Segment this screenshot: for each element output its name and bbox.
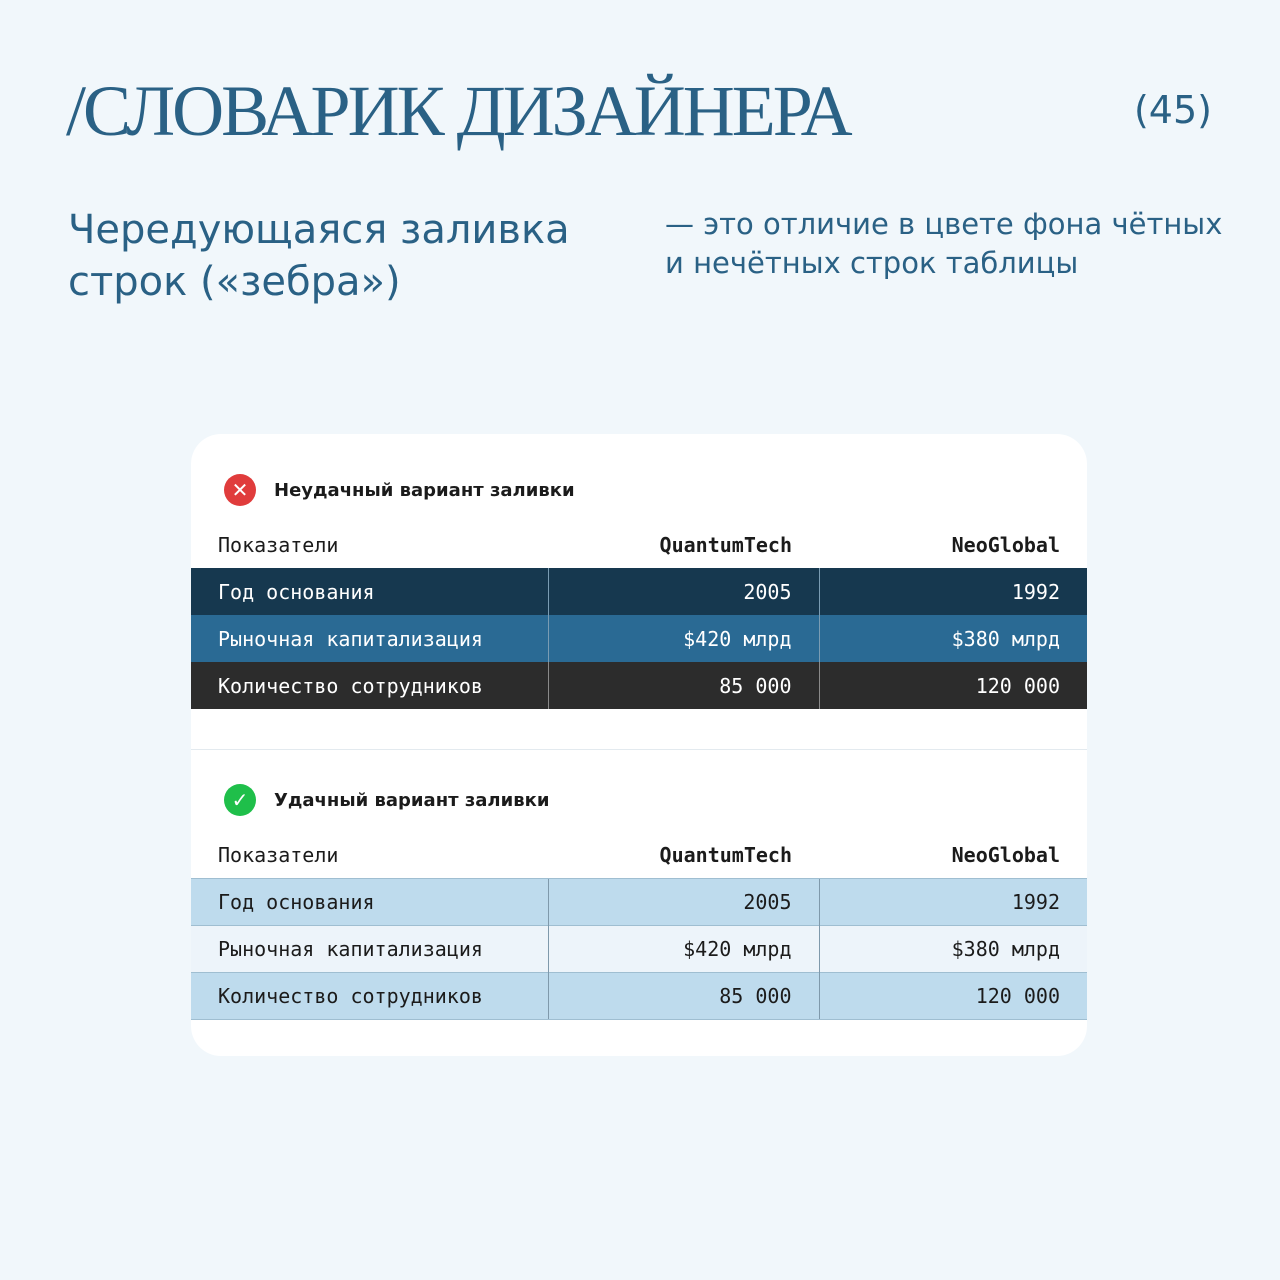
row-label: Год основания (191, 878, 548, 925)
bad-example-table (191, 522, 1087, 709)
cell-value: 120 000 (819, 662, 1087, 709)
table-row (191, 662, 1087, 709)
table-row (191, 615, 1087, 662)
table-header-row (191, 832, 1087, 878)
caption-text: Удачный вариант заливки (274, 789, 550, 811)
cell-value: 1992 (819, 878, 1087, 925)
term-title: Чередующаяся заливка строк («зебра») (68, 207, 570, 305)
caption-text: Неудачный вариант заливки (274, 479, 575, 501)
cell-value: $420 млрд (548, 925, 819, 972)
column-header-neoglobal: NeoGlobal (951, 533, 1060, 557)
term-definition: — это отличие в цвете фона чётных и нечётных строк таблицы (665, 207, 1223, 280)
cell-value: 2005 (548, 878, 819, 925)
row-label: Год основания (191, 568, 548, 615)
row-label: Количество сотрудников (191, 662, 548, 709)
cell-value: 2005 (548, 568, 819, 615)
row-label: Количество сотрудников (191, 972, 548, 1019)
good-example-table (191, 832, 1087, 1020)
series-title: /СЛОВАРИК ДИЗАЙНЕРА (66, 71, 850, 151)
issue-number: (45) (1133, 88, 1212, 132)
cell-value: $380 млрд (819, 925, 1087, 972)
table-row (191, 878, 1087, 925)
bad-example-caption (224, 474, 575, 506)
cell-value: $420 млрд (548, 615, 819, 662)
row-label: Рыночная капитализация (191, 925, 548, 972)
cell-value: 1992 (819, 568, 1087, 615)
column-header-quantumtech: QuantumTech (659, 842, 792, 867)
examples-card (191, 434, 1087, 1056)
column-header-indicators: Показатели (218, 842, 339, 867)
good-example-caption (224, 784, 549, 816)
column-header-indicators: Показатели (218, 533, 339, 557)
cell-value: 85 000 (548, 972, 819, 1019)
good-example (191, 749, 1087, 1008)
row-label: Рыночная капитализация (191, 615, 548, 662)
cross-icon: ✕ (224, 474, 256, 506)
cell-value: $380 млрд (819, 615, 1087, 662)
cell-value: 120 000 (819, 972, 1087, 1019)
column-header-neoglobal: NeoGlobal (951, 842, 1060, 867)
table-row (191, 568, 1087, 615)
column-header-quantumtech: QuantumTech (659, 533, 792, 557)
table-row (191, 972, 1087, 1019)
table-row (191, 925, 1087, 972)
table-header-row (191, 522, 1087, 568)
check-icon: ✓ (224, 784, 256, 816)
cell-value: 85 000 (548, 662, 819, 709)
